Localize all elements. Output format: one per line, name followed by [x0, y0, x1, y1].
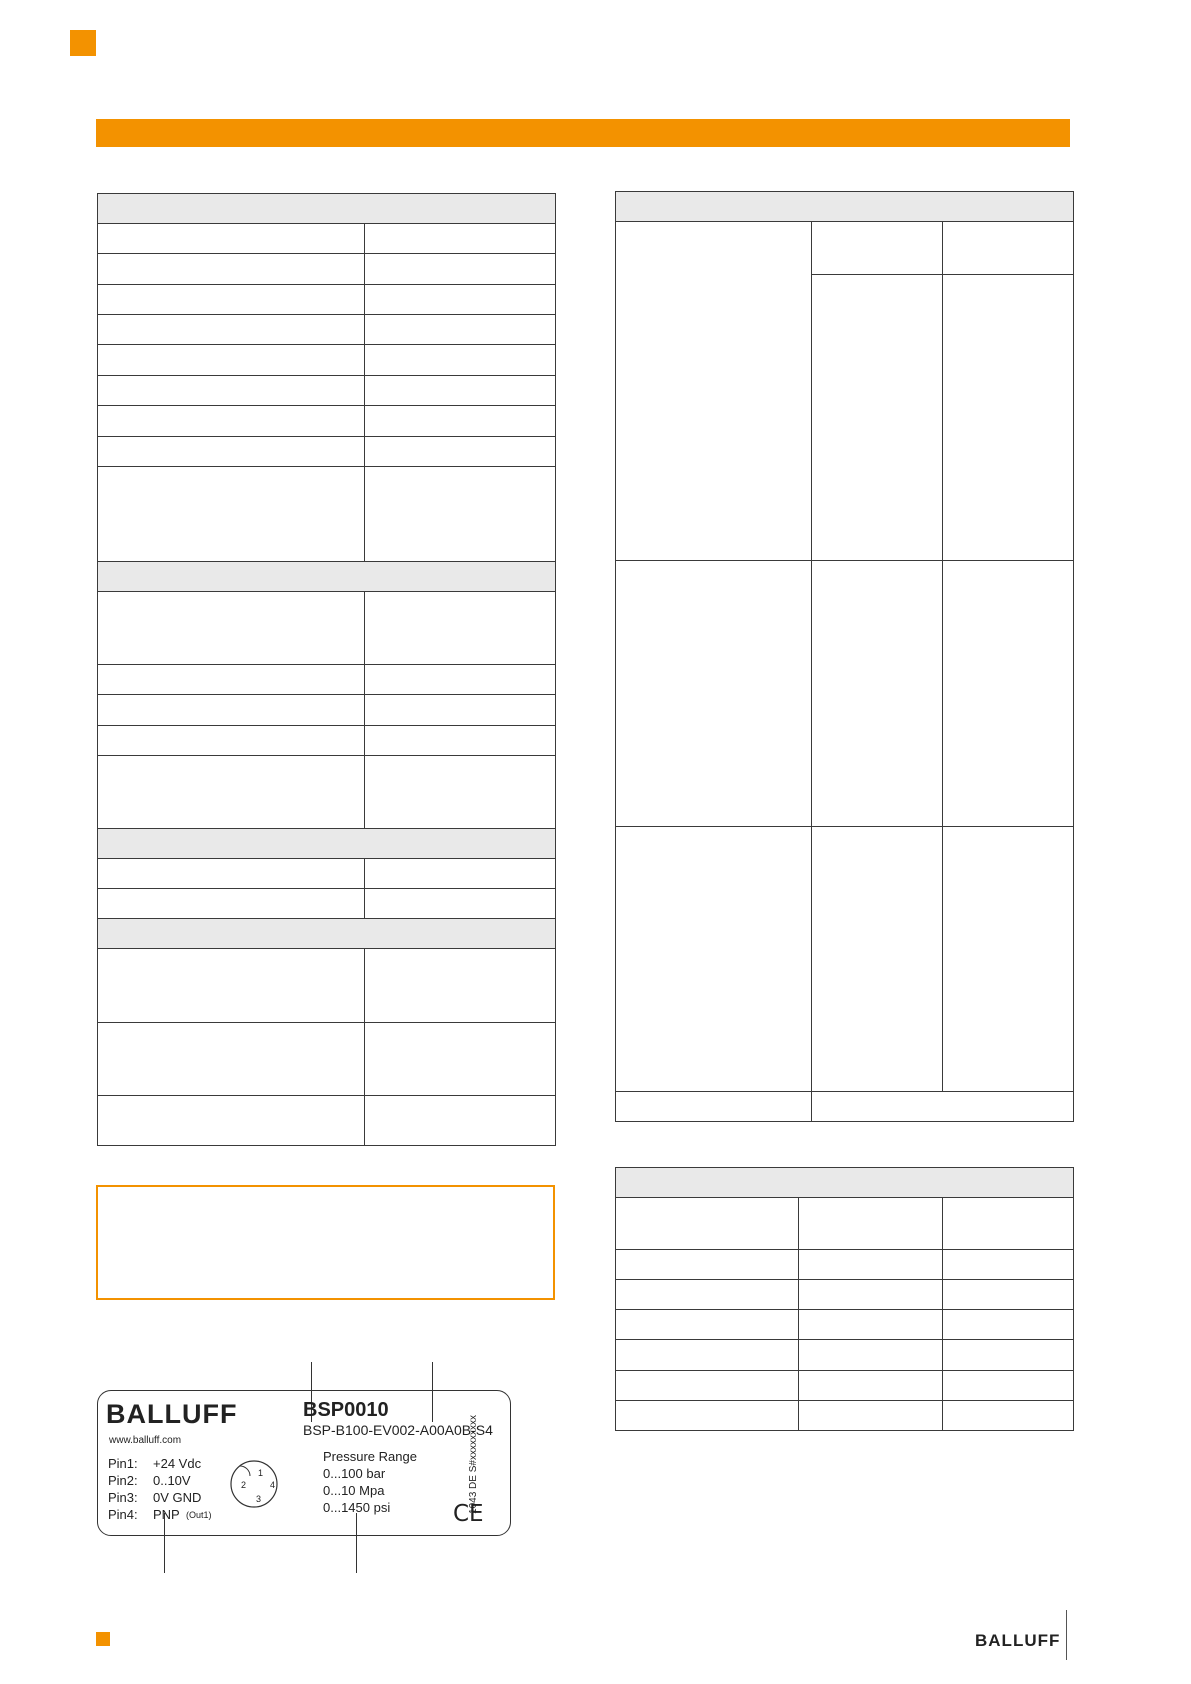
- pin-name: Pin1:: [108, 1456, 138, 1471]
- pin-value: +24 Vdc: [153, 1456, 202, 1471]
- section-header: [98, 562, 555, 591]
- pin-name: Pin3:: [108, 1490, 138, 1505]
- pin-name: Pin2:: [108, 1473, 138, 1488]
- footer-divider: [1066, 1610, 1067, 1660]
- section-header: [98, 829, 555, 858]
- pin-name: Pin4:: [108, 1507, 138, 1522]
- footer-marker: [96, 1632, 110, 1646]
- pin-value: PNP: [153, 1507, 180, 1522]
- label-ordering-code: BSP-B100-EV002-A00A0B-S4: [303, 1422, 493, 1438]
- section-header: [616, 192, 1073, 221]
- corner-marker: [70, 30, 96, 56]
- pressure-range-title: Pressure Range: [323, 1449, 417, 1464]
- title-bar: [96, 119, 1070, 147]
- connector-pin-label: 4: [270, 1480, 276, 1490]
- ce-mark: CE: [453, 1501, 484, 1527]
- pin-value: 0..10V: [153, 1473, 191, 1488]
- pressure-range-value: 0...1450 psi: [323, 1500, 391, 1515]
- pressure-range-value: 0...100 bar: [323, 1466, 386, 1481]
- connector-pin-label: 3: [256, 1494, 262, 1504]
- connector-pin-label: 1: [258, 1468, 264, 1478]
- section-header: [98, 194, 555, 223]
- footer-logo: BALLUFF: [975, 1631, 1061, 1650]
- pin-note: (Out1): [186, 1510, 212, 1520]
- note-box: [96, 1185, 555, 1300]
- section-header: [98, 919, 555, 948]
- product-label: [97, 1390, 511, 1536]
- pressure-range-value: 0...10 Mpa: [323, 1483, 385, 1498]
- pin-value: 0V GND: [153, 1490, 202, 1505]
- label-logo: BALLUFF: [106, 1399, 238, 1429]
- section-header: [616, 1168, 1073, 1197]
- serial-number: 1043 DE S#xxxxxxxxx: [467, 1415, 479, 1514]
- label-website: www.balluff.com: [109, 1435, 182, 1446]
- label-product-code: BSP0010: [303, 1399, 389, 1421]
- connector-pin-label: 2: [241, 1480, 247, 1490]
